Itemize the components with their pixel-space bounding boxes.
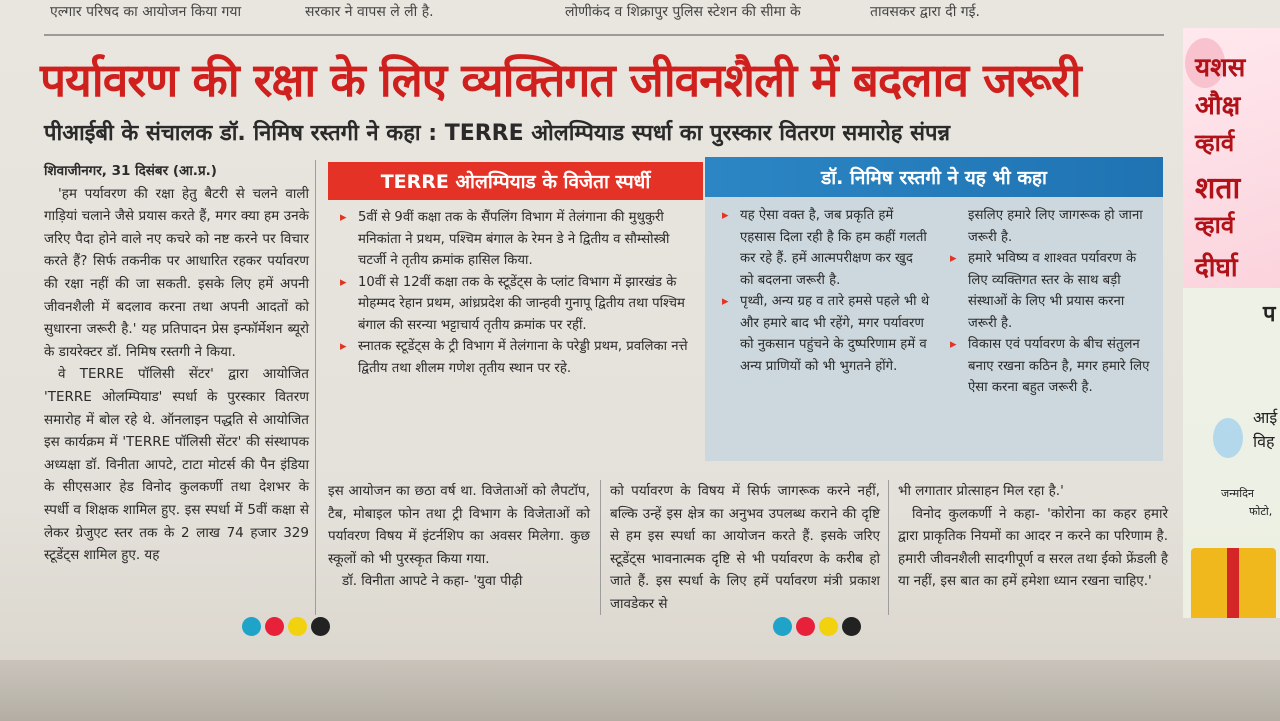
article-column-1 (44, 160, 309, 615)
list-item: ▸ हमारे भविष्य व शाश्वत पर्यावरण के लिए व्यक्तिगत स्तर के साथ बड़ी संस्थाओं के लिए भी प्रयास करना जरूरी है. (950, 248, 1150, 334)
dateline: शिवाजीनगर, 31 दिसंबर (आ.प्र.) (44, 163, 217, 179)
paragraph-3: इस आयोजन का छठा वर्ष था. विजेताओं को लैपटॉप, टैब, मोबाइल फोन तथा ट्री विभाग के विजेताओं को पर्यावरण विषय में इंटर्नशिप का अवसर मिलेगा. कुछ स्कूलों को भी पुरस्कृत किया गया. (328, 483, 590, 567)
ad-text-line: औक्ष (1195, 91, 1241, 121)
print-registration-marks (242, 617, 330, 636)
section-divider (44, 34, 1164, 36)
ad-text-small: विह (1253, 432, 1275, 451)
registration-dot (265, 617, 284, 636)
winners-box-list (340, 207, 698, 379)
ad-text-line: यशस (1195, 53, 1246, 83)
list-item: ▸ यह ऐसा वक्त है, जब प्रकृति हमें एहसास दिला रही है कि हम कहीं गलती कर रहे हैं. हमें आत्मपरीक्षण कर खुद को बदलना जरूरी है. (722, 205, 930, 291)
ad-text-small: फोटो, (1249, 505, 1273, 518)
ad-text-line: व्हार्व (1195, 129, 1235, 157)
ad-text-line: दीर्घा (1195, 253, 1238, 283)
paragraph-1: 'हम पर्यावरण की रक्षा हेतु बैटरी से चलने वाली गाड़ियां चलाने जैसे प्रयास करते हैं, मगर क्या हम उनके जरिए पैदा होने वाले नए कचरे को नष्ट करने पर विचार करते हैं? सिर्फ तकनीक पर आधारित रहकर पर्यावरण की रक्षा नहीं की जा सकती. इसके लिए हमें अपनी जीवनशैली में बदलाव करना तथा अपनी आदतों को सुधारना जरूरी है.' यह प्रतिपादन प्रेस इन्फॉर्मेशन ब्यूरो के डायरेक्टर डॉ. निमिष रस्तगी ने किया. (44, 185, 309, 360)
quote-box-lead: इसलिए हमारे लिए जागरूक हो जाना जरूरी है. (968, 208, 1143, 245)
registration-dot (773, 617, 792, 636)
quote-box-right-list (950, 205, 1150, 399)
list-item: ▸ 5वीं से 9वीं कक्षा तक के सैंपलिंग विभाग में तेलंगाना की मुथुकुरी मनिकांता ने प्रथम, पश्चिम बंगाल के रेमन डे ने द्वितीय व सौम्सोस्त्री चटर्जी ने तृतीय क्रमांक हासिल किया. (340, 207, 698, 272)
column-separator (600, 480, 601, 615)
registration-dot (311, 617, 330, 636)
balloon-icon (1213, 418, 1243, 458)
top-strip-right2: तावसकर द्वारा दी गई. (870, 4, 980, 20)
registration-dot (819, 617, 838, 636)
paragraph-6: भी लगातार प्रोत्साहन मिल रहा है.' (898, 483, 1064, 499)
quote-box-title: डॉ. निमिष रस्तगी ने यह भी कहा (705, 157, 1163, 197)
paragraph-4: डॉ. विनीता आपटे ने कहा- 'युवा पीढ़ी (342, 573, 523, 590)
ad-text-line: शता (1195, 171, 1241, 206)
article-column-4 (898, 480, 1168, 593)
print-registration-marks (773, 617, 861, 636)
ad-text-small: जन्मदिन (1221, 487, 1255, 500)
column-separator (315, 160, 316, 615)
top-strip-right1: लोणीकंद व शिक्रापुर पुलिस स्टेशन की सीमा के (565, 4, 801, 20)
advertisement-panel (1183, 28, 1280, 618)
article-column-2 (328, 480, 590, 593)
ad-text-small: आई (1253, 408, 1278, 427)
registration-dot (842, 617, 861, 636)
list-item: ▸ पृथ्वी, अन्य ग्रह व तारे हमसे पहले भी थे और हमारे बाद भी रहेंगे, मगर पर्यावरण को नुकसान पहुंचने के दुष्परिणाम हमें व अन्य प्राणियों को भी भुगतने होंगे. (722, 291, 930, 377)
subheadline: पीआईबी के संचालक डॉ. निमिष रस्तगी ने कहा : TERRE ओलम्पियाड स्पर्धा का पुरस्कार वितरण समारोह संपन्न (44, 121, 951, 146)
ad-text-line: व्हार्व (1195, 211, 1235, 239)
paragraph-5: को पर्यावरण के विषय में सिर्फ जागरूक करने नहीं, बल्कि उन्हें इस क्षेत्र का अनुभव उपलब्ध कराने की दृष्टि से हम इस स्पर्धा का आयोजन करते हैं. इसके जरिए स्टूडेंट्स भावनात्मक दृष्टि से भी पर्यावरण के करीब हो जाते हैं. इस स्पर्धा के लिए हमें पर्यावरण मंत्री प्रकाश जावडेकर से (610, 483, 880, 612)
column-separator (888, 480, 889, 615)
gift-box-icon (1191, 548, 1276, 618)
paragraph-7: विनोद कुलकर्णी ने कहा- 'कोरोना का कहर हमारे द्वारा प्राकृतिक नियमों का आदर न करने का परिणाम है. हमारी जीवनशैली सादगीपूर्ण व सरल तथा ईको फ्रेंडली है या नहीं, इस बात का हमें हमेशा ध्यान रखना चाहिए.' (898, 505, 1168, 590)
winners-box-title: TERRE ओलम्पियाड के विजेता स्पर्धी (328, 162, 703, 200)
registration-dot (796, 617, 815, 636)
quote-box-left-list (722, 205, 930, 377)
ad-text-small: प (1263, 302, 1276, 327)
top-strip-mid: सरकार ने वापस ले ली है. (305, 4, 434, 20)
page-fold-shadow (0, 660, 1280, 721)
list-item: ▸ स्नातक स्टूडेंट्स के ट्री विभाग में तेलंगाना के परेड्डी प्रथम, प्रवलिका नत्ते द्वितीय तथा शीलम गणेश तृतीय स्थान पर रहे. (340, 336, 698, 379)
top-strip-left: एल्गार परिषद का आयोजन किया गया (50, 4, 242, 20)
article-column-3 (610, 480, 880, 616)
registration-dot (288, 617, 307, 636)
headline: पर्यावरण की रक्षा के लिए व्यक्तिगत जीवनशैली में बदलाव जरूरी (40, 53, 1081, 107)
list-item: ▸ विकास एवं पर्यावरण के बीच संतुलन बनाए रखना कठिन है, मगर हमारे लिए ऐसा करना बहुत जरूरी है. (950, 334, 1150, 399)
paragraph-2: वे TERRE पॉलिसी सेंटर' द्वारा आयोजित 'TERRE ओलम्पियाड' स्पर्धा के पुरस्कार वितरण समारोह में बोल रहे थे. ऑनलाइन पद्धति से आयोजित इस कार्यक्रम में 'TERRE पॉलिसी सेंटर' की संस्थापक अध्यक्षा डॉ. विनीता आपटे, टाटा मोटर्स की पैन इंडिया के सीएसआर हेड विनोद कुलकर्णी तथा देशभर के स्पर्धी व शिक्षक शामिल हुए. इस स्पर्धा में 5वीं कक्षा से लेकर ग्रेजुएट स्तर तक के 2 लाख 74 हजार 329 स्टूडेंट्स शामिल हुए. यह (44, 366, 309, 564)
registration-dot (242, 617, 261, 636)
list-item: ▸ 10वीं से 12वीं कक्षा तक के स्टूडेंट्स के प्लांट विभाग में झारखंड के मोहम्मद रेहान प्रथम, आंध्रप्रदेश की जान्हवी गुनापू द्वितीय तथा पश्चिम बंगाल की सरन्या भट्टाचार्य तृतीय क्रमांक पर रहीं. (340, 272, 698, 337)
